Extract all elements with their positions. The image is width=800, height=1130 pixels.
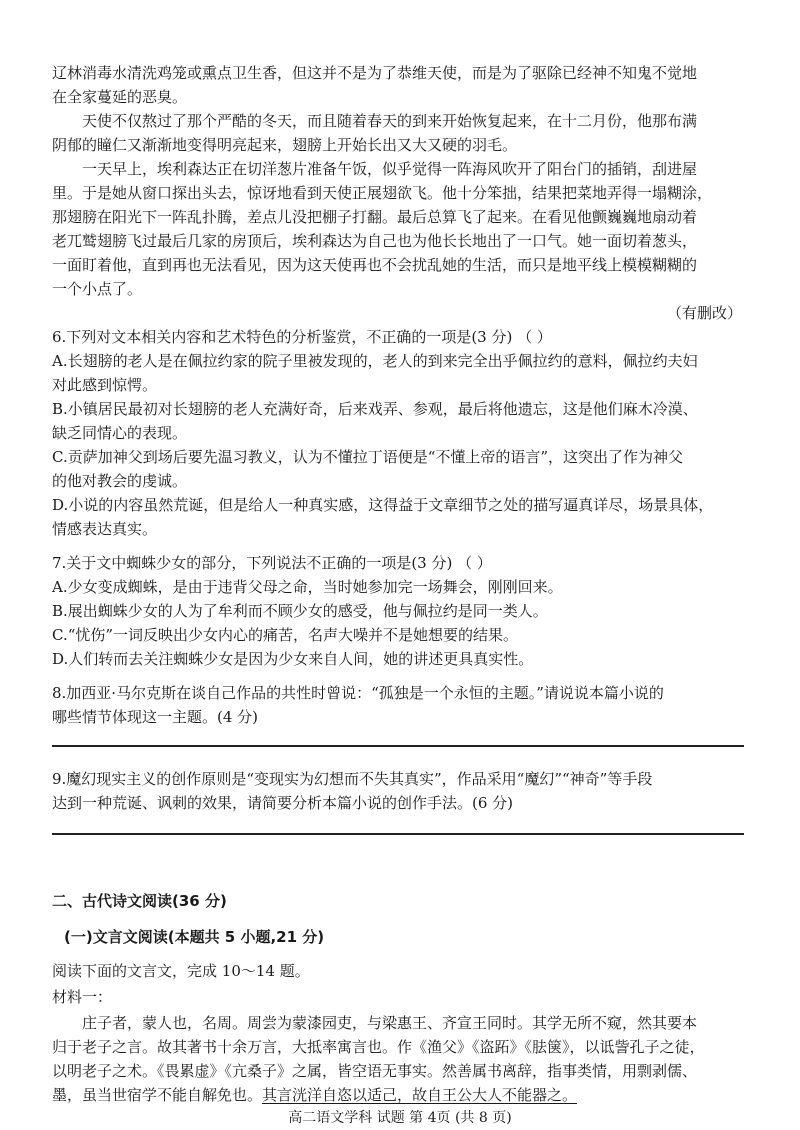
story-text-line: 辽林消毒水清洗鸡笼或熏点卫生香，但这并不是为了恭维天使，而是为了驱除已经神不知鬼不觉地	[52, 64, 698, 82]
story-text-line: 在全家蔓延的恶臭。	[52, 88, 188, 106]
question-7-option-c: C.“忧伤”一词反映出少女内心的痛苦，名声大噪并不是她想要的结果。	[52, 626, 519, 644]
page-footer: 高二语文学科 试题 第 4页 (共 8 页)	[288, 1110, 512, 1126]
classical-text-plain: 墨，虽当世宿学不能自解免也。	[52, 1086, 263, 1104]
question-7-option-b: B.展出蜘蛛少女的人为了牟利而不顾少女的感受，他与佩拉约是同一类人。	[52, 602, 548, 620]
question-9-stem: 9.魔幻现实主义的创作原则是“变现实为幻想而不失其真实”，作品采用“魔幻”“神奇”等手段	[52, 770, 653, 788]
question-6-option-c: C.贡萨加神父到场后要先温习教义，认为不懂拉丁语便是“不懂上帝的语言”，这突出了作为神父	[52, 448, 684, 466]
question-9-stem-cont: 达到一种荒诞、讽刺的效果，请简要分析本篇小说的创作手法。(6 分)	[52, 794, 514, 812]
instruction-text: 阅读下面的文言文，完成 10～14 题。	[52, 962, 310, 980]
question-8-stem: 8.加西亚·马尔克斯在谈自己作品的共性时曾说：“孤独是一个永恒的主题。”请说说本篇小说的	[52, 684, 664, 702]
question-6-option-b-cont: 缺乏同情心的表现。	[52, 424, 188, 442]
question-6-option-c-cont: 的他对教会的虔诚。	[52, 472, 188, 490]
story-text-line: 一面盯着他，直到再也无法看见，因为这天使再也不会扰乱她的生活，而只是地平线上模模糊糊的	[52, 256, 698, 274]
section-title: 二、古代诗文阅读(36 分)	[52, 892, 227, 910]
classical-text-line	[52, 1084, 577, 1106]
source-note: （有删改）	[666, 304, 742, 322]
question-6-option-d-cont: 情感表达真实。	[52, 520, 158, 538]
question-6-stem: 6.下列对文本相关内容和艺术特色的分析鉴赏，不正确的一项是(3 分) （ ）	[52, 328, 552, 346]
story-text-line: 那翅膀在阳光下一阵乱扑腾，差点儿没把棚子打翻。最后总算飞了起来。在看见他颤巍巍地扇动着	[52, 208, 698, 226]
underlined-sentence: 其言洸洋自恣以适己，故自王公大人不能器之。	[262, 1086, 578, 1104]
material-label: 材料一：	[52, 988, 113, 1006]
story-text-line: 一天早上，埃利森达正在切洋葱片准备午饭，似乎觉得一阵海风吹开了阳台门的插销，刮进屋	[82, 160, 698, 178]
classical-text-line: 归于老子之言。故其著书十余万言，大抵率寓言也。作《渔父》《盗跖》《胠箧》，以诋訾孔子之徒，	[52, 1038, 705, 1056]
question-7-option-d: D.人们转而去关注蜘蛛少女是因为少女来自人间，她的讲述更具真实性。	[52, 650, 534, 668]
classical-text-line: 庄子者，蒙人也，名周。周尝为蒙漆园吏，与梁惠王、齐宣王同时。其学无所不窥，然其要本	[82, 1014, 698, 1032]
story-text-line: 天使不仅熬过了那个严酷的冬天，而且随着春天的到来开始恢复起来，在十二月份，他那布满	[82, 112, 698, 130]
question-6-option-b: B.小镇居民最初对长翅膀的老人充满好奇，后来戏弄、参观，最后将他遗忘，这是他们麻木冷漠、	[52, 400, 698, 418]
question-8-stem-cont: 哪些情节体现这一主题。(4 分)	[52, 708, 259, 726]
question-6-option-a-cont: 对此感到惊愕。	[52, 376, 158, 394]
question-6-option-a: A.长翅膀的老人是在佩拉约家的院子里被发现的，老人的到来完全出乎佩拉约的意料，佩拉约夫妇	[52, 352, 698, 370]
question-6-option-d: D.小说的内容虽然荒诞，但是给人一种真实感，这得益于文章细节之处的描写逼真详尽，场景具体，	[52, 496, 714, 514]
question-7-stem: 7.关于文中蜘蛛少女的部分，下列说法不正确的一项是(3 分) （ ）	[52, 554, 492, 572]
story-text-line: 阴郁的瞳仁又渐渐地变得明亮起来，翅膀上开始长出又大又硬的羽毛。	[52, 136, 518, 154]
story-text-line: 老兀鹫翅膀飞过最后几家的房顶后，埃利森达为自己也为他长长地出了一口气。她一面切着葱头，	[52, 232, 698, 250]
story-text-line: 一个小点了。	[52, 280, 143, 298]
classical-text-line: 以明老子之术。《畏累虚》《亢桑子》之属，皆空语无事实。然善属书离辞，指事类情，用剽剥儒、	[52, 1062, 698, 1080]
story-text-line: 里。于是她从窗口探出头去，惊讶地看到天使正展翅欲飞。他十分笨拙，结果把菜地弄得一塌糊涂，	[52, 184, 713, 202]
subsection-title: (一)文言文阅读(本题共 5 小题,21 分)	[64, 928, 325, 946]
answer-line	[52, 745, 744, 747]
answer-line	[52, 833, 744, 835]
question-7-option-a: A.少女变成蜘蛛，是由于违背父母之命，当时她参加完一场舞会，刚刚回来。	[52, 578, 563, 596]
